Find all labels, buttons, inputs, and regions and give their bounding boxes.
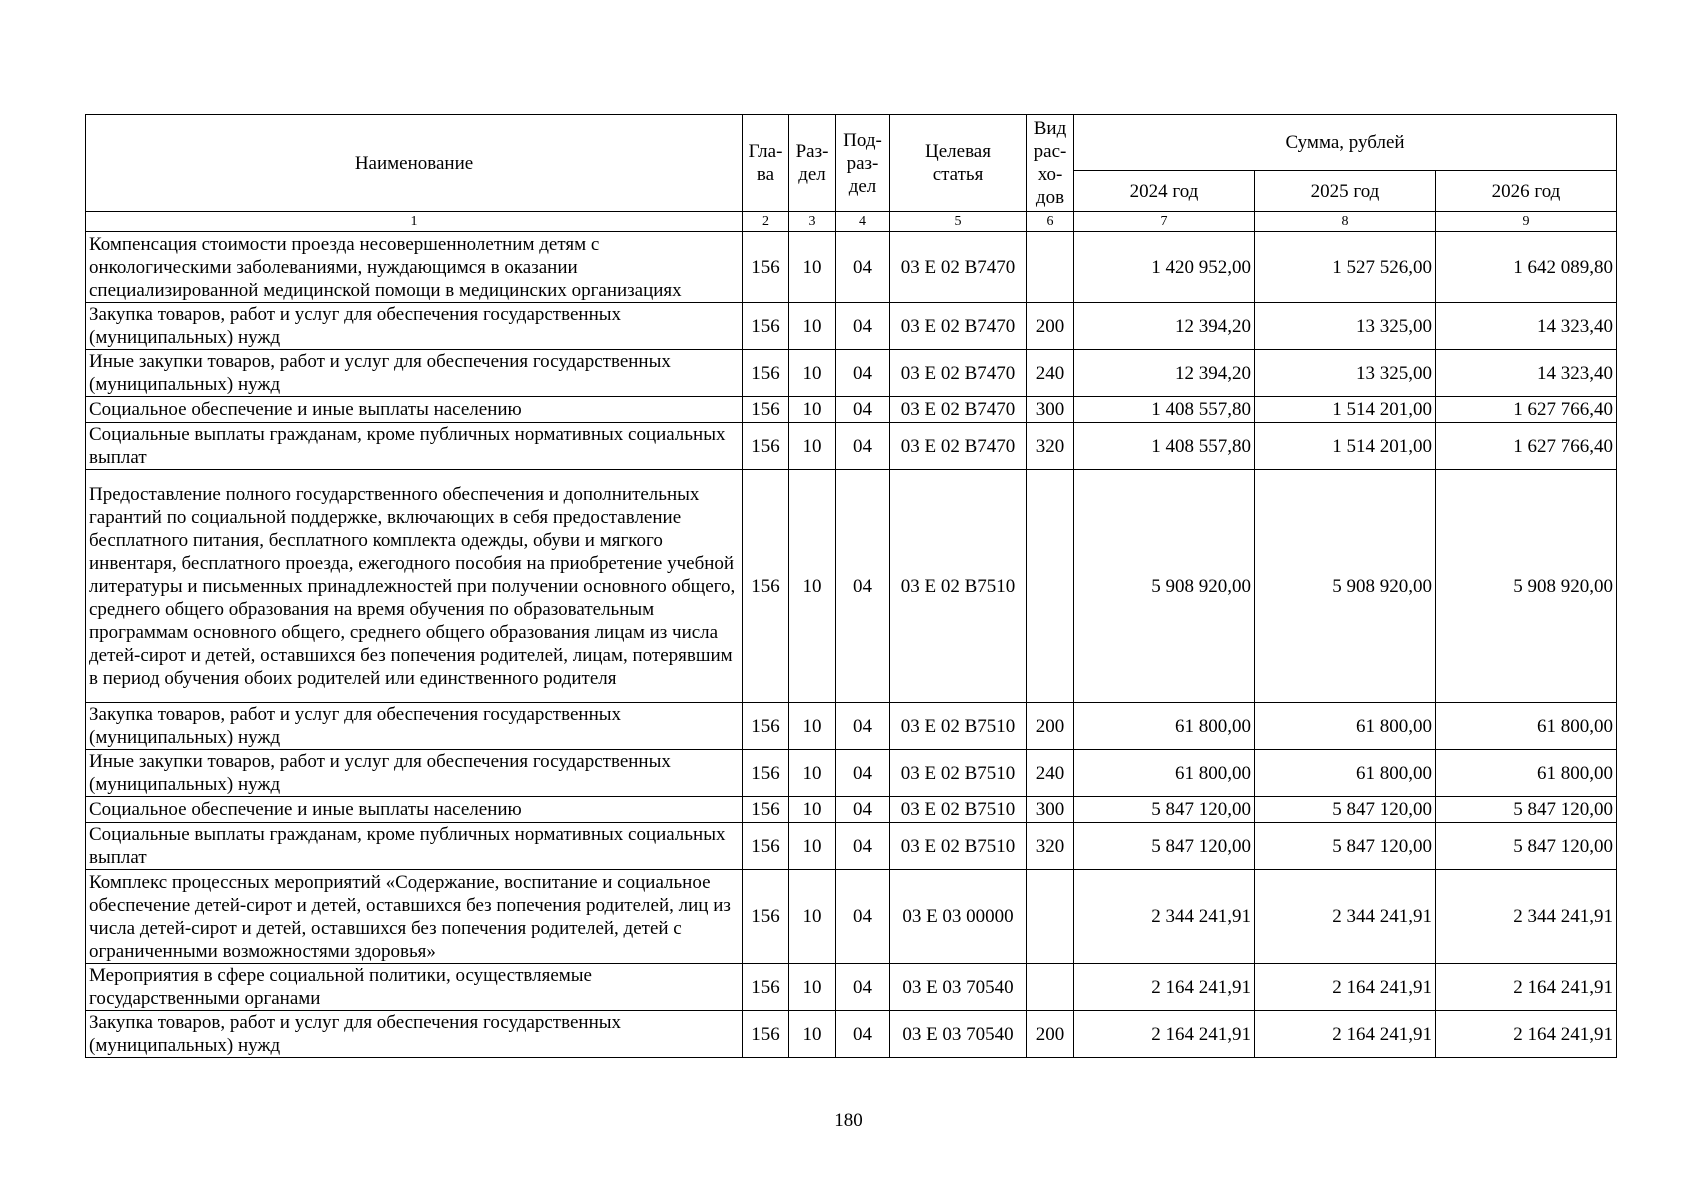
chapter-cell: 156 xyxy=(743,870,789,964)
table-row xyxy=(86,232,1617,303)
sum-2025-cell: 1 527 526,00 xyxy=(1255,232,1436,303)
row-name-cell: Социальные выплаты гражданам, кроме публичных нормативных социальных выплат xyxy=(86,823,743,870)
column-number: 8 xyxy=(1255,212,1436,232)
section-cell: 10 xyxy=(789,797,836,823)
sum-2026-cell: 61 800,00 xyxy=(1436,750,1617,797)
section-cell: 10 xyxy=(789,823,836,870)
subsection-cell: 04 xyxy=(836,470,890,703)
target-article-cell: 03 Е 03 00000 xyxy=(890,870,1027,964)
row-name-cell: Социальные выплаты гражданам, кроме публичных нормативных социальных выплат xyxy=(86,423,743,470)
header-year-2026: 2026 год xyxy=(1436,171,1617,212)
sum-2024-cell: 5 847 120,00 xyxy=(1074,797,1255,823)
sum-2024-cell: 2 164 241,91 xyxy=(1074,964,1255,1011)
column-number: 6 xyxy=(1027,212,1074,232)
target-article-cell: 03 Е 02 В7470 xyxy=(890,350,1027,397)
header-expense-type: Вид рас- хо- дов xyxy=(1027,115,1074,212)
header-subsection: Под- раз- дел xyxy=(836,115,890,212)
expense-type-cell xyxy=(1027,870,1074,964)
chapter-cell: 156 xyxy=(743,303,789,350)
column-number: 1 xyxy=(86,212,743,232)
row-name-cell: Предоставление полного государственного обеспечения и дополнительных гарантий по социальной поддержке, включающих в себя предоставление бесплатного питания, бесплатного комплекта одежды, обуви и мягкого инвентаря, бесплатного проезда, ежегодного пособия на приобретение учебной литературы и письменных принадлежностей при получении основного общего, среднего общего образования на время обучения по образовательным программам основного общего, среднего общего образования лицам из числа детей-сирот и детей, оставшихся без попечения родителей, лицам, потерявшим в период обучения обоих родителей или единственного родителя xyxy=(86,470,743,703)
sum-2024-cell: 5 908 920,00 xyxy=(1074,470,1255,703)
table-row xyxy=(86,350,1617,397)
sum-2024-cell: 61 800,00 xyxy=(1074,750,1255,797)
section-cell: 10 xyxy=(789,703,836,750)
expense-type-cell xyxy=(1027,232,1074,303)
subsection-cell: 04 xyxy=(836,797,890,823)
row-name-cell: Иные закупки товаров, работ и услуг для обеспечения государственных (муниципальных) нужд xyxy=(86,350,743,397)
sum-2024-cell: 2 164 241,91 xyxy=(1074,1011,1255,1058)
header-target-article: Целевая статья xyxy=(890,115,1027,212)
target-article-cell: 03 Е 02 В7510 xyxy=(890,703,1027,750)
sum-2024-cell: 61 800,00 xyxy=(1074,703,1255,750)
chapter-cell: 156 xyxy=(743,964,789,1011)
column-number: 2 xyxy=(743,212,789,232)
sum-2025-cell: 2 164 241,91 xyxy=(1255,1011,1436,1058)
section-cell: 10 xyxy=(789,423,836,470)
sum-2026-cell: 61 800,00 xyxy=(1436,703,1617,750)
sum-2026-cell: 14 323,40 xyxy=(1436,350,1617,397)
row-name-cell: Мероприятия в сфере социальной политики, осуществляемые государственными органами xyxy=(86,964,743,1011)
subsection-cell: 04 xyxy=(836,870,890,964)
expense-type-cell: 320 xyxy=(1027,423,1074,470)
chapter-cell: 156 xyxy=(743,823,789,870)
sum-2025-cell: 2 344 241,91 xyxy=(1255,870,1436,964)
sum-2025-cell: 61 800,00 xyxy=(1255,703,1436,750)
column-number: 7 xyxy=(1074,212,1255,232)
sum-2025-cell: 1 514 201,00 xyxy=(1255,397,1436,423)
table-body xyxy=(86,232,1617,1058)
column-number-row xyxy=(86,212,1617,232)
subsection-cell: 04 xyxy=(836,232,890,303)
expense-type-cell: 300 xyxy=(1027,397,1074,423)
sum-2024-cell: 12 394,20 xyxy=(1074,350,1255,397)
chapter-cell: 156 xyxy=(743,423,789,470)
sum-2026-cell: 1 642 089,80 xyxy=(1436,232,1617,303)
subsection-cell: 04 xyxy=(836,397,890,423)
column-number: 9 xyxy=(1436,212,1617,232)
row-name-cell: Компенсация стоимости проезда несовершеннолетним детям с онкологическими заболеваниями, нуждающимся в оказании специализированной медицинской помощи в медицинских организациях xyxy=(86,232,743,303)
sum-2025-cell: 13 325,00 xyxy=(1255,350,1436,397)
column-number: 5 xyxy=(890,212,1027,232)
row-name-cell: Закупка товаров, работ и услуг для обеспечения государственных (муниципальных) нужд xyxy=(86,303,743,350)
target-article-cell: 03 Е 02 В7510 xyxy=(890,823,1027,870)
target-article-cell: 03 Е 03 70540 xyxy=(890,1011,1027,1058)
section-cell: 10 xyxy=(789,397,836,423)
expense-type-cell: 200 xyxy=(1027,303,1074,350)
table-row xyxy=(86,703,1617,750)
sum-2026-cell: 2 164 241,91 xyxy=(1436,964,1617,1011)
target-article-cell: 03 Е 02 В7510 xyxy=(890,750,1027,797)
sum-2024-cell: 5 847 120,00 xyxy=(1074,823,1255,870)
section-cell: 10 xyxy=(789,964,836,1011)
chapter-cell: 156 xyxy=(743,797,789,823)
sum-2024-cell: 2 344 241,91 xyxy=(1074,870,1255,964)
target-article-cell: 03 Е 02 В7510 xyxy=(890,797,1027,823)
table-row xyxy=(86,797,1617,823)
subsection-cell: 04 xyxy=(836,703,890,750)
row-name-cell: Закупка товаров, работ и услуг для обеспечения государственных (муниципальных) нужд xyxy=(86,1011,743,1058)
table-row xyxy=(86,870,1617,964)
subsection-cell: 04 xyxy=(836,303,890,350)
section-cell: 10 xyxy=(789,232,836,303)
section-cell: 10 xyxy=(789,470,836,703)
header-sum: Сумма, рублей xyxy=(1074,115,1617,171)
budget-table xyxy=(85,114,1617,1058)
sum-2025-cell: 61 800,00 xyxy=(1255,750,1436,797)
table-row xyxy=(86,470,1617,703)
sum-2026-cell: 14 323,40 xyxy=(1436,303,1617,350)
sum-2026-cell: 2 344 241,91 xyxy=(1436,870,1617,964)
sum-2024-cell: 1 408 557,80 xyxy=(1074,423,1255,470)
section-cell: 10 xyxy=(789,303,836,350)
page-number: 180 xyxy=(834,1110,863,1131)
subsection-cell: 04 xyxy=(836,1011,890,1058)
subsection-cell: 04 xyxy=(836,423,890,470)
row-name-cell: Комплекс процессных мероприятий «Содержание, воспитание и социальное обеспечение детей-сирот и детей, оставшихся без попечения родителей, лиц из числа детей-сирот и детей, оставшихся без попечения родителей, детей с ограниченными возможностями здоровья» xyxy=(86,870,743,964)
expense-type-cell xyxy=(1027,470,1074,703)
chapter-cell: 156 xyxy=(743,703,789,750)
target-article-cell: 03 Е 02 В7470 xyxy=(890,303,1027,350)
row-name-cell: Социальное обеспечение и иные выплаты населению xyxy=(86,397,743,423)
target-article-cell: 03 Е 02 В7470 xyxy=(890,423,1027,470)
row-name-cell: Иные закупки товаров, работ и услуг для обеспечения государственных (муниципальных) нужд xyxy=(86,750,743,797)
expense-type-cell: 320 xyxy=(1027,823,1074,870)
header-section: Раз- дел xyxy=(789,115,836,212)
chapter-cell: 156 xyxy=(743,397,789,423)
section-cell: 10 xyxy=(789,750,836,797)
expense-type-cell xyxy=(1027,964,1074,1011)
subsection-cell: 04 xyxy=(836,350,890,397)
target-article-cell: 03 Е 02 В7470 xyxy=(890,232,1027,303)
sum-2024-cell: 12 394,20 xyxy=(1074,303,1255,350)
subsection-cell: 04 xyxy=(836,823,890,870)
sum-2024-cell: 1 408 557,80 xyxy=(1074,397,1255,423)
sum-2026-cell: 1 627 766,40 xyxy=(1436,423,1617,470)
table-row xyxy=(86,1011,1617,1058)
table-row xyxy=(86,303,1617,350)
sum-2025-cell: 2 164 241,91 xyxy=(1255,964,1436,1011)
header-name: Наименование xyxy=(86,115,743,212)
column-number: 4 xyxy=(836,212,890,232)
table-row xyxy=(86,964,1617,1011)
header-year-2024: 2024 год xyxy=(1074,171,1255,212)
sum-2025-cell: 5 847 120,00 xyxy=(1255,797,1436,823)
column-number: 3 xyxy=(789,212,836,232)
row-name-cell: Закупка товаров, работ и услуг для обеспечения государственных (муниципальных) нужд xyxy=(86,703,743,750)
sum-2025-cell: 5 908 920,00 xyxy=(1255,470,1436,703)
sum-2026-cell: 2 164 241,91 xyxy=(1436,1011,1617,1058)
chapter-cell: 156 xyxy=(743,750,789,797)
expense-type-cell: 240 xyxy=(1027,350,1074,397)
sum-2025-cell: 5 847 120,00 xyxy=(1255,823,1436,870)
expense-type-cell: 240 xyxy=(1027,750,1074,797)
target-article-cell: 03 Е 02 В7510 xyxy=(890,470,1027,703)
sum-2024-cell: 1 420 952,00 xyxy=(1074,232,1255,303)
section-cell: 10 xyxy=(789,350,836,397)
header-year-2025: 2025 год xyxy=(1255,171,1436,212)
sum-2026-cell: 1 627 766,40 xyxy=(1436,397,1617,423)
sum-2026-cell: 5 908 920,00 xyxy=(1436,470,1617,703)
expense-type-cell: 200 xyxy=(1027,703,1074,750)
chapter-cell: 156 xyxy=(743,1011,789,1058)
table-row xyxy=(86,423,1617,470)
sum-2026-cell: 5 847 120,00 xyxy=(1436,823,1617,870)
section-cell: 10 xyxy=(789,1011,836,1058)
sum-2025-cell: 13 325,00 xyxy=(1255,303,1436,350)
chapter-cell: 156 xyxy=(743,470,789,703)
chapter-cell: 156 xyxy=(743,350,789,397)
target-article-cell: 03 Е 02 В7470 xyxy=(890,397,1027,423)
header-chapter: Гла- ва xyxy=(743,115,789,212)
row-name-cell: Социальное обеспечение и иные выплаты населению xyxy=(86,797,743,823)
table-row xyxy=(86,750,1617,797)
table-row xyxy=(86,823,1617,870)
subsection-cell: 04 xyxy=(836,750,890,797)
sum-2026-cell: 5 847 120,00 xyxy=(1436,797,1617,823)
sum-2025-cell: 1 514 201,00 xyxy=(1255,423,1436,470)
chapter-cell: 156 xyxy=(743,232,789,303)
subsection-cell: 04 xyxy=(836,964,890,1011)
section-cell: 10 xyxy=(789,870,836,964)
target-article-cell: 03 Е 03 70540 xyxy=(890,964,1027,1011)
expense-type-cell: 300 xyxy=(1027,797,1074,823)
expense-type-cell: 200 xyxy=(1027,1011,1074,1058)
table-row xyxy=(86,397,1617,423)
